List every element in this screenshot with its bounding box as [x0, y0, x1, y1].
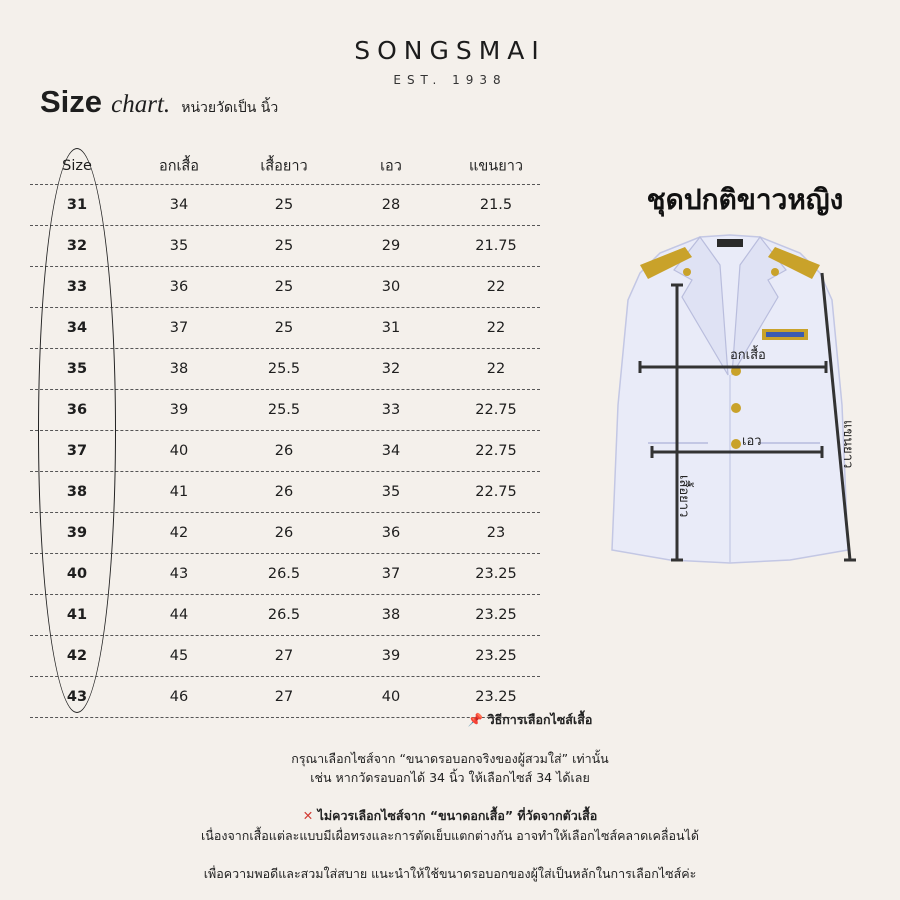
header-size: Size — [62, 158, 92, 174]
cell-length: 27 — [274, 689, 294, 705]
cell-waist: 33 — [381, 402, 401, 418]
size-chart-heading — [40, 84, 278, 120]
heading-chart: chart. — [111, 91, 171, 118]
cell-sleeve: 22 — [486, 279, 506, 295]
cell-sleeve: 21.75 — [475, 238, 517, 254]
heading-unit: หน่วยวัดเป็น นิ้ว — [181, 100, 279, 116]
table-row — [30, 185, 540, 226]
header-waist: เอว — [380, 158, 402, 175]
cell-waist: 35 — [381, 484, 401, 500]
pin-icon: 📌 — [467, 712, 484, 727]
sleeve-label: แขนยาว — [840, 420, 855, 469]
cell-size: 41 — [66, 607, 88, 623]
cell-size: 39 — [66, 525, 88, 541]
cell-sleeve: 23.25 — [475, 607, 517, 623]
cell-chest: 39 — [169, 402, 189, 418]
size-guide-example: เช่น หากวัดรอบอกได้ 34 นิ้ว ให้เลือกไซส์ 34 ได้เลย — [310, 770, 590, 785]
cell-waist: 37 — [381, 566, 401, 582]
size-guide-warning-text: ไม่ควรเลือกไซส์จาก “ขนาดอกเสื้อ” ที่วัดจากตัวเสื้อ — [317, 808, 598, 823]
heading-size: Size — [40, 84, 103, 119]
cell-length: 26 — [274, 484, 294, 500]
cell-sleeve: 22.75 — [475, 443, 517, 459]
cell-chest: 38 — [169, 361, 189, 377]
cell-chest: 45 — [169, 648, 189, 664]
cell-length: 25.5 — [267, 402, 301, 418]
table-header-row — [30, 148, 540, 185]
cell-sleeve: 21.5 — [479, 197, 513, 213]
size-guide-reason: เนื่องจากเสื้อแต่ละแบบมีเผื่อทรงและการตัดเย็บแตกต่างกัน อาจทำให้เลือกไซส์คลาดเคลื่อนได้ — [201, 828, 699, 843]
right-collar-pin — [771, 268, 779, 276]
brand-established: EST. 1938 — [393, 73, 507, 87]
size-guide-instruction: กรุณาเลือกไซส์จาก “ขนาดรอบอกจริงของผู้สวมใส่” เท่านั้น — [291, 751, 609, 766]
jacket-button — [731, 439, 741, 449]
cross-icon: ✕ — [302, 808, 314, 823]
cell-chest: 34 — [169, 197, 189, 213]
cell-size: 32 — [66, 238, 88, 254]
size-guide-heading-text: วิธีการเลือกไซส์เสื้อ — [487, 712, 593, 727]
size-guide-heading — [430, 710, 630, 730]
cell-waist: 29 — [381, 238, 401, 254]
cell-size: 33 — [66, 279, 88, 295]
brand-name: SONGSMAI — [354, 36, 546, 65]
cell-waist: 38 — [381, 607, 401, 623]
header-length: เสื้อยาว — [260, 158, 308, 175]
cell-size: 35 — [66, 361, 88, 377]
cell-length: 26 — [274, 443, 294, 459]
cell-sleeve: 23.25 — [475, 689, 517, 705]
cell-length: 25.5 — [267, 361, 301, 377]
size-column-highlight-oval — [38, 148, 116, 713]
cell-sleeve: 22 — [486, 320, 506, 336]
left-collar-pin — [683, 268, 691, 276]
cell-chest: 42 — [169, 525, 189, 541]
cell-chest: 36 — [169, 279, 189, 295]
cell-sleeve: 23.25 — [475, 566, 517, 582]
cell-length: 25 — [274, 279, 294, 295]
size-guide-warning — [0, 806, 900, 826]
cell-waist: 34 — [381, 443, 401, 459]
cell-size: 31 — [66, 197, 88, 213]
cell-sleeve: 22.75 — [475, 484, 517, 500]
cell-length: 26 — [274, 525, 294, 541]
collar-label — [717, 239, 743, 247]
cell-waist: 36 — [381, 525, 401, 541]
cell-waist: 40 — [381, 689, 401, 705]
cell-length: 25 — [274, 320, 294, 336]
cell-size: 37 — [66, 443, 88, 459]
jacket-button — [731, 403, 741, 413]
cell-chest: 35 — [169, 238, 189, 254]
cell-chest: 43 — [169, 566, 189, 582]
cell-size: 36 — [66, 402, 88, 418]
cell-waist: 31 — [381, 320, 401, 336]
cell-waist: 30 — [381, 279, 401, 295]
cell-chest: 41 — [169, 484, 189, 500]
cell-sleeve: 23.25 — [475, 648, 517, 664]
cell-waist: 39 — [381, 648, 401, 664]
cell-length: 25 — [274, 238, 294, 254]
cell-size: 43 — [66, 689, 88, 705]
cell-size: 38 — [66, 484, 88, 500]
cell-waist: 32 — [381, 361, 401, 377]
cell-chest: 46 — [169, 689, 189, 705]
length-label: เสื้อยาว — [676, 475, 691, 518]
jacket-measurement-diagram — [600, 225, 860, 570]
cell-waist: 28 — [381, 197, 401, 213]
cell-chest: 37 — [169, 320, 189, 336]
cell-size: 40 — [66, 566, 88, 582]
product-title: ชุดปกติขาวหญิง — [646, 183, 844, 216]
cell-length: 26.5 — [267, 607, 301, 623]
cell-length: 26.5 — [267, 566, 301, 582]
cell-length: 27 — [274, 648, 294, 664]
cell-size: 34 — [66, 320, 88, 336]
cell-size: 42 — [66, 648, 88, 664]
cell-chest: 44 — [169, 607, 189, 623]
table-row — [30, 636, 540, 677]
size-guide-recommendation: เพื่อความพอดีและสวมใส่สบาย แนะนำให้ใช้ขนาดรอบอกของผู้ใส่เป็นหลักในการเลือกไซส์ค่ะ — [203, 866, 697, 881]
cell-sleeve: 22 — [486, 361, 506, 377]
cell-sleeve: 22.75 — [475, 402, 517, 418]
cell-length: 25 — [274, 197, 294, 213]
chest-label: อกเสื้อ — [730, 348, 766, 363]
cell-sleeve: 23 — [486, 525, 506, 541]
waist-label: เอว — [742, 434, 762, 449]
medal-ribbon-detail — [766, 332, 804, 337]
header-chest: อกเสื้อ — [158, 158, 200, 175]
cell-chest: 40 — [169, 443, 189, 459]
header-sleeve: แขนยาว — [469, 158, 523, 175]
